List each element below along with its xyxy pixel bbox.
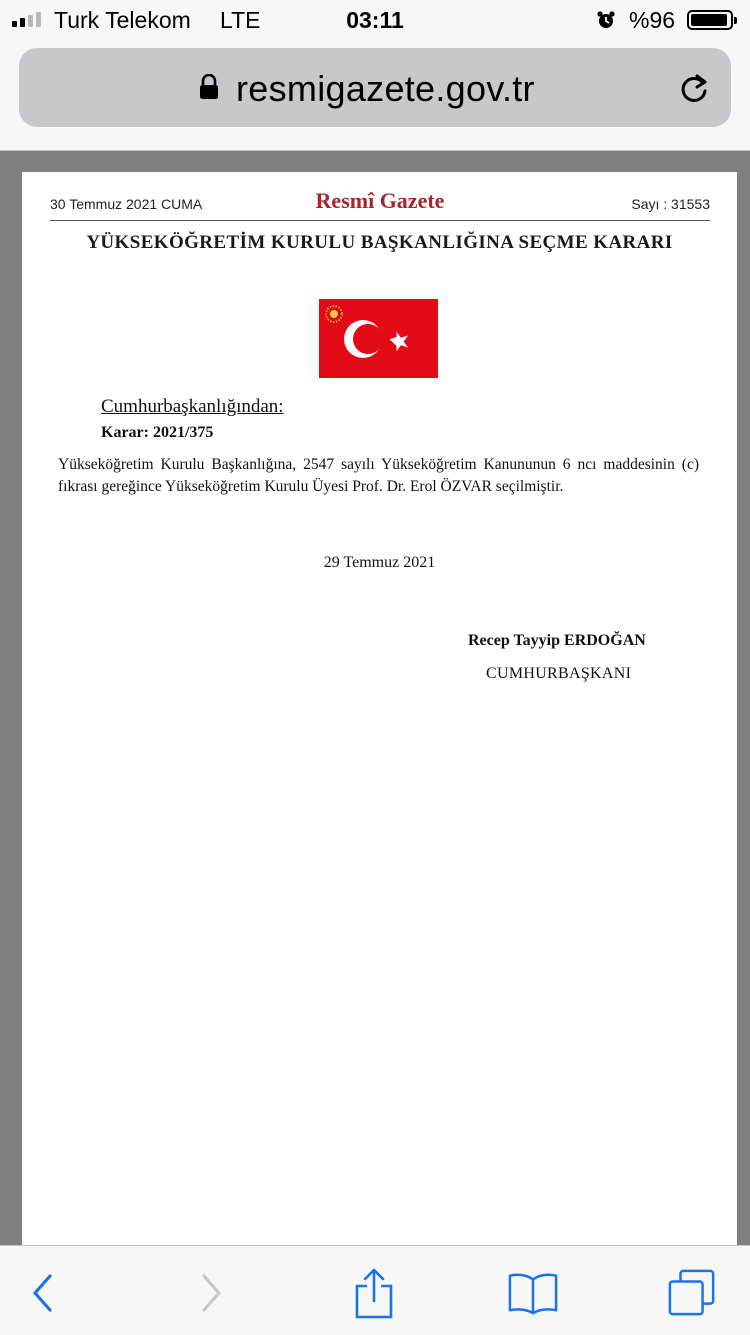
lock-icon [199, 74, 219, 105]
share-icon[interactable] [349, 1268, 399, 1318]
back-icon[interactable] [18, 1268, 68, 1318]
browser-toolbar [0, 1245, 750, 1335]
carrier-name: Turk Telekom [54, 7, 191, 33]
battery-percentage: %96 [629, 7, 676, 33]
document-title: YÜKSEKÖĞRETİM KURULU BAŞKANLIĞINA SEÇME KARARI [86, 232, 673, 253]
tabs-icon[interactable] [667, 1268, 717, 1318]
decision-date: 29 Temmuz 2021 [323, 554, 436, 571]
url-text[interactable]: resmigazete.gov.tr [236, 68, 535, 109]
issue-number: Sayı : 31553 [631, 196, 710, 212]
status-bar [0, 0, 750, 40]
header-date: 30 Temmuz 2021 CUMA [50, 196, 203, 212]
battery-icon [687, 10, 733, 30]
signer-name: Recep Tayyip ERDOĞAN [468, 632, 646, 649]
presidential-flag-image [319, 299, 438, 378]
gazette-header [50, 186, 710, 221]
address-bar[interactable] [19, 48, 731, 127]
gazette-page [22, 172, 737, 1252]
decision-body: Yükseköğretim Kurulu Başkanlığına, 2547 sayılı Yükseköğretim Kanununun 6 ncı maddesinin (c) fıkrası gereğince Yükseköğretim Kurulu Üyesi Prof. Dr. Erol ÖZVAR seçilmiştir. [58, 456, 699, 495]
issuer-heading: Cumhurbaşkanlığından: [101, 396, 284, 417]
alarm-icon [596, 9, 616, 36]
bookmarks-icon[interactable] [508, 1268, 558, 1318]
signer-title: CUMHURBAŞKANI [486, 665, 632, 682]
network-type: LTE [220, 7, 261, 33]
reload-icon[interactable] [677, 70, 711, 111]
status-time: 03:11 [346, 7, 404, 33]
forward-icon[interactable] [186, 1268, 236, 1318]
decision-number: Karar: 2021/375 [101, 424, 214, 441]
gazette-name: Resmî Gazete [315, 188, 445, 213]
browser-address-area [0, 40, 750, 151]
